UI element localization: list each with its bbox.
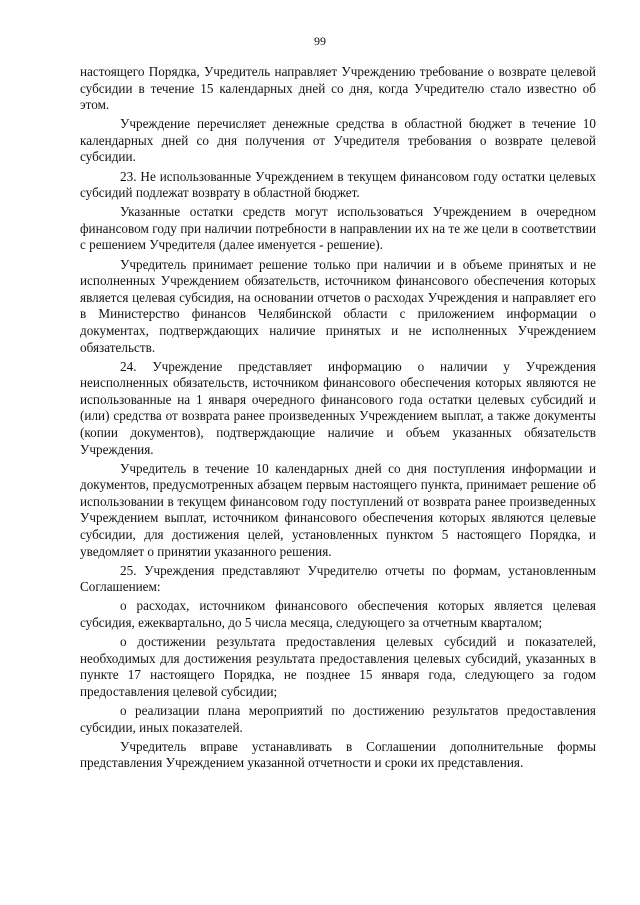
paragraph-additional-forms: Учредитель вправе устанавливать в Соглашении дополнительные формы представления Учреждением указанной отчетности и сроки их представления. [80,738,596,771]
paragraph-report-results: о достижении результата предоставления целевых субсидий и показателей, необходимых для достижения результата предоставления целевых субсидий, указанных в пункте 17 настоящего Порядка, не позднее 15 января года, следующего за годом предоставления целевой субсидии; [80,634,596,699]
paragraph-continuation: настоящего Порядка, Учредитель направляет Учреждению требование о возврате целевой субсидии в течение 15 календарных дней со дня, когда Учредителю стало известно об этом. [80,64,596,113]
paragraph-report-expenses: о расходах, источником финансового обеспечения которых является целевая субсидия, ежеквартально, до 5 числа месяца, следующего за отчетным кварталом; [80,598,596,630]
paragraph-item-24: 24. Учреждение представляет информацию о наличии у Учреждения неисполненных обязательств, источником финансового обеспечения которых являются не использованные на 1 января очередного финансового года остатки целевых субсидий и (или) средства от возврата ранее произведенных Учреждением выплат, а также документы (копии документов), подтверждающие наличие и объем указанных обязательств Учреждения. [80,358,596,457]
document-body [80,64,596,774]
paragraph-founder-review: Учредитель в течение 10 календарных дней со дня поступления информации и документов, предусмотренных абзацем первым настоящего пункта, принимает решение об использовании в текущем финансовом году поступлений от возврата ранее произведенных Учреждением выплат, источником финансового обеспечения которых являются целевые субсидии, для достижения целей, установленных пунктом 5 настоящего Порядка, и уведомляет о принятии указанного решения. [80,460,596,559]
page-number: 99 [314,34,326,48]
paragraph-item-23: 23. Не использованные Учреждением в текущем финансовом году остатки целевых субсидий подлежат возврату в областной бюджет. [80,168,596,201]
paragraph-report-plan: о реализации плана мероприятий по достижению результатов предоставления субсидии, иных показателей. [80,702,596,735]
paragraph-refund-transfer: Учреждение перечисляет денежные средства в областной бюджет в течение 10 календарных дней со дня получения от Учредителя требования о возврате целевой субсидии. [80,116,596,165]
paragraph-remaining-funds: Указанные остатки средств могут использоваться Учреждением в очередном финансовом году при наличии потребности в направлении их на те же цели в соответствии с решением Учредителя (далее именуется - решение). [80,204,596,253]
paragraph-item-25: 25. Учреждения представляют Учредителю отчеты по формам, установленным Соглашением: [80,562,596,595]
paragraph-founder-decision: Учредитель принимает решение только при наличии и в объеме принятых и не исполненных Учреждением обязательств, источником финансового обеспечения которых является целевая субсидия, на основании отчетов о расходах Учреждения и направляет его в Министерство финансов Челябинской области с приложением информации о документах, подтверждающих наличие принятых и не исполненных Учреждением обязательств. [80,256,596,355]
